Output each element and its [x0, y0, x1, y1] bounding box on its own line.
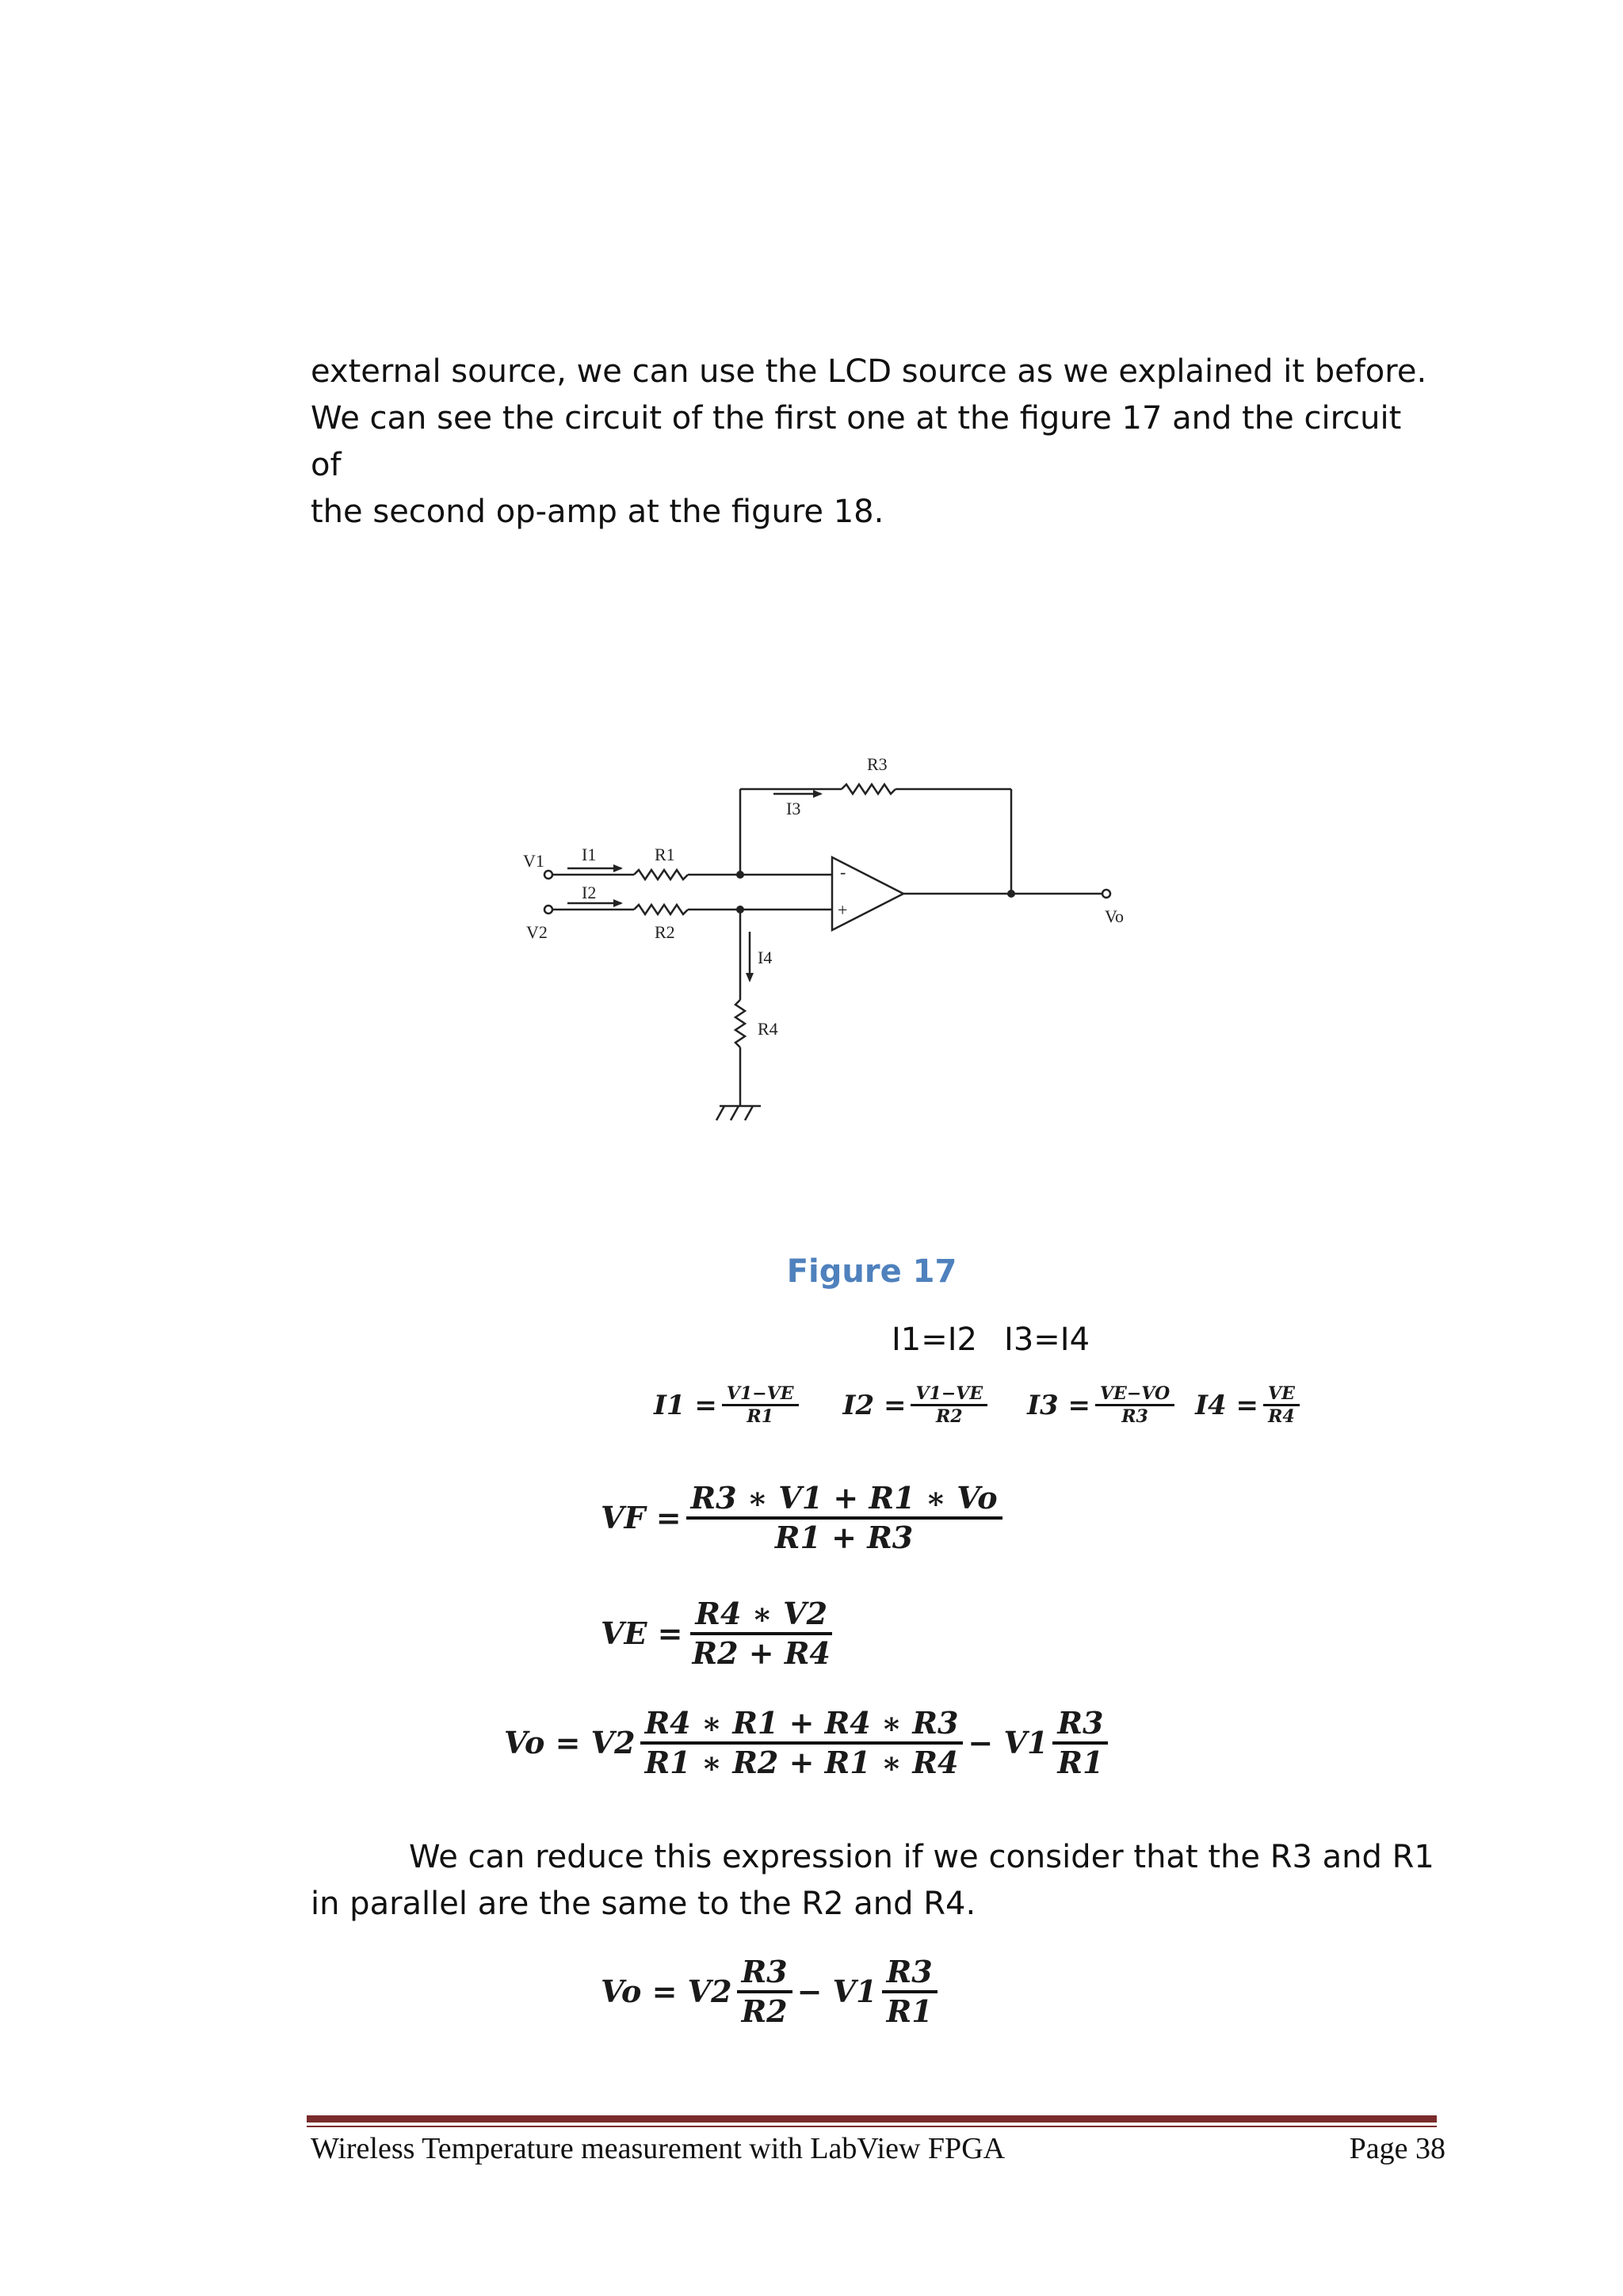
r1-resistor [634, 870, 688, 879]
eq-i3-fraction: $\frac{VE-VO}{R3}$ [1095, 1383, 1174, 1428]
label-r4: R4 [758, 1019, 778, 1039]
footer-rule-thin [307, 2126, 1437, 2127]
eq-vo-full-fraction1: $\frac{R4 ∗ R1 + R4 ∗ R3}{R1 ∗ R2 + R1 ∗ R4}$ [640, 1705, 964, 1780]
eq-i1-fraction: $\frac{V1-VE}{R1}$ [722, 1383, 799, 1428]
equation-vo-reduced: Vo = V2 $\frac{R3}{R2}$ − V1 $\frac{R3}{R1}$ [601, 1954, 942, 2029]
label-i4: I4 [758, 948, 773, 967]
label-plus: + [838, 900, 848, 920]
equation-vo-full: Vo = V2 $\frac{R4 ∗ R1 + R4 ∗ R3}{R1 ∗ R2 + R1 ∗ R4}$ − V1 $\frac{R3}{R1}$ [504, 1705, 1113, 1780]
label-v2: V2 [526, 922, 548, 942]
label-r1: R1 [655, 845, 675, 864]
eq-vo-full-fraction2: $\frac{R3}{R1}$ [1052, 1705, 1108, 1780]
r3-resistor [842, 784, 896, 794]
text-line: external source, we can use the LCD source as we explained it before. [311, 353, 1427, 390]
footer-title: Wireless Temperature measurement with LabView FPGA [311, 2132, 1006, 2165]
label-r2: R2 [655, 922, 675, 942]
eq-i2-fraction: $\frac{V1-VE}{R2}$ [911, 1383, 987, 1428]
eq-i1-lhs: I1 = [654, 1389, 717, 1421]
text-line: We can reduce this expression if we consider that the R3 and R1 [409, 1839, 1434, 1875]
v2-terminal [544, 906, 552, 913]
text-line: the second op-amp at the figure 18. [311, 494, 884, 530]
equation-ve: VE = $\frac{R4 ∗ V2}{R2 + R4}$ [601, 1596, 840, 1671]
eq-i4-fraction: $\frac{VE}{R4}$ [1263, 1383, 1300, 1428]
text-line: in parallel are the same to the R2 and R4. [311, 1886, 976, 1922]
r2-resistor [634, 905, 688, 914]
current-relations [892, 1322, 1117, 1358]
eq-ve-fraction: $\frac{R4 ∗ V2}{R2 + R4}$ [688, 1596, 835, 1671]
label-i1: I1 [582, 845, 597, 864]
eq-vo-reduced-fraction2: $\frac{R3}{R1}$ [882, 1954, 938, 2029]
label-v1: V1 [523, 851, 544, 871]
footer-rule [307, 2115, 1437, 2122]
relation-i3-i4: I3=I4 [1004, 1322, 1090, 1358]
text-line: We can see the circuit of the first one at the figure 17 and the circuit of [311, 400, 1402, 483]
vo-terminal [1102, 890, 1110, 898]
paragraph-reduction [311, 1834, 1441, 1928]
equation-currents [654, 1383, 1304, 1428]
r4-resistor [735, 1000, 745, 1047]
eq-i2-lhs: I2 = [842, 1389, 907, 1421]
eq-i4-lhs: I4 = [1195, 1389, 1258, 1421]
eq-vo-reduced-fraction1: $\frac{R3}{R2}$ [737, 1954, 792, 2029]
eq-vf-fraction: $\frac{R3 ∗ V1 + R1 ∗ Vo}{R1 + R3}$ [686, 1480, 1002, 1555]
label-r3: R3 [867, 754, 888, 774]
figure-caption: Figure 17 [786, 1253, 957, 1290]
label-vo: Vo [1105, 906, 1125, 926]
equation-vf: VF = $\frac{R3 ∗ V1 + R1 ∗ Vo}{R1 + R3}$ [601, 1480, 1007, 1555]
v1-terminal [544, 871, 552, 879]
label-i2: I2 [582, 883, 597, 902]
label-i3: I3 [786, 799, 801, 818]
page-number: Page 38 [1349, 2132, 1445, 2165]
label-minus: - [840, 862, 846, 882]
eq-i3-lhs: I3 = [1027, 1389, 1090, 1421]
relation-i1-i2: I1=I2 [892, 1322, 978, 1358]
